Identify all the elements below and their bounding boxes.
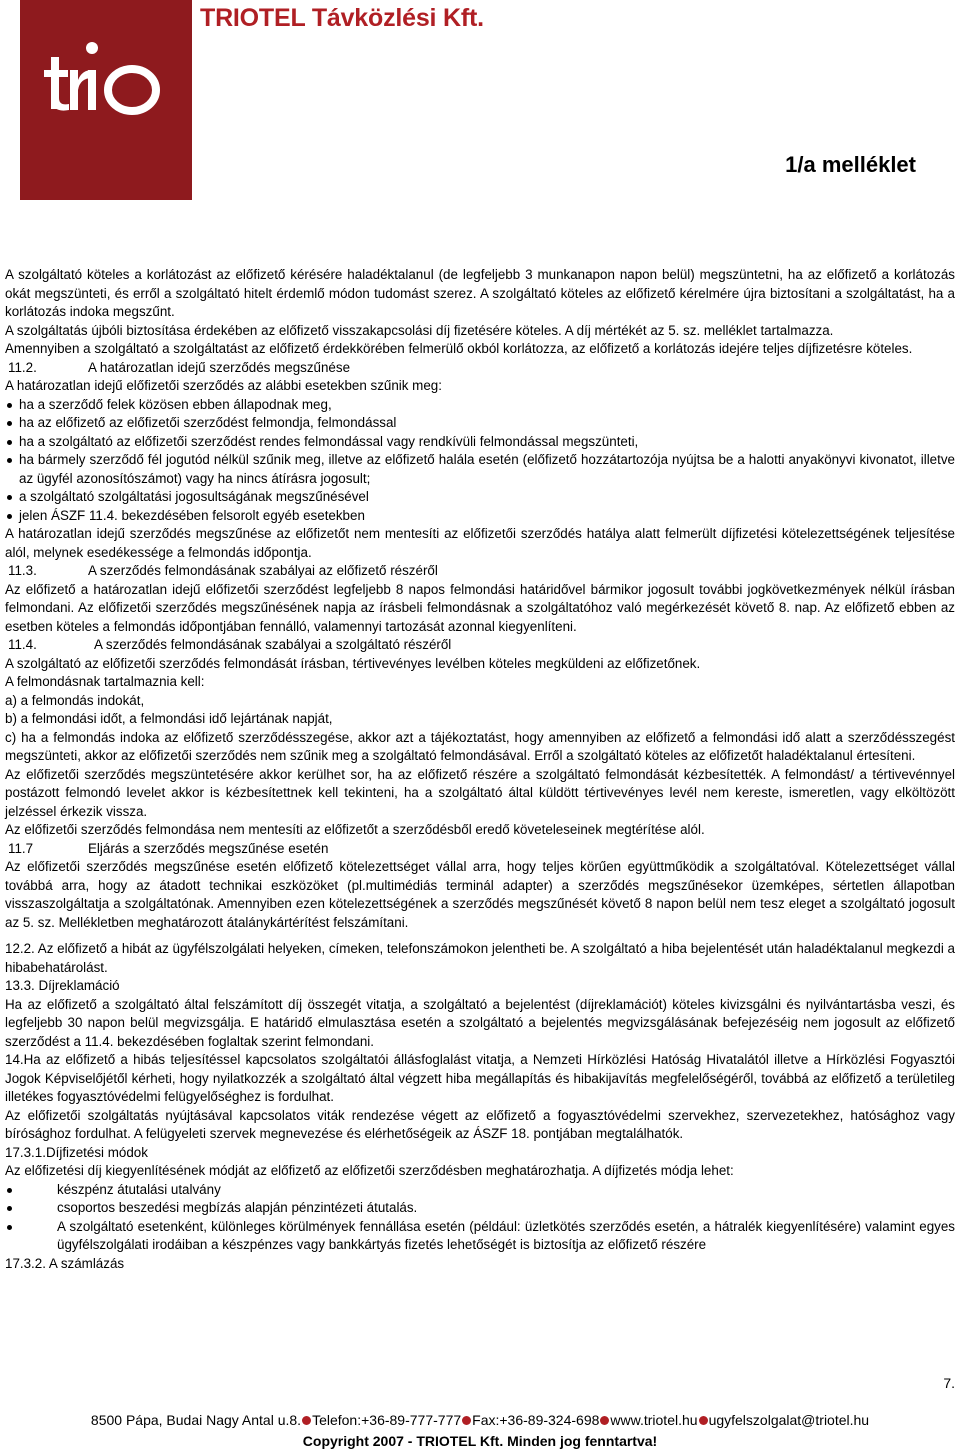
paragraph: c) ha a felmondás indoka az előfizető szerződésszegése, akkor azt a tájékoztatást, hogy amennyiben az előfizető a felmondási idő alatt a szerződésszegést megszünteti, akkor az előfizetői szerződés nem szűnik meg a szolgáltató felmondásával. Erről a szolgáltató köteles az előfizetőt haladéktalanul értesíteni. [5, 729, 955, 763]
paragraph: A szolgáltató az előfizetői szerződés felmondását írásban, tértivevényes levélben köteles megküldeni az előfizetőnek. [5, 655, 701, 671]
annex-title: 1/a melléklet [785, 152, 916, 177]
bullet-dot-icon [302, 1416, 311, 1425]
paragraph: 17.3.2. A számlázás [5, 1255, 125, 1271]
section-number: 11.4. [8, 637, 37, 652]
payment-methods-list [5, 1181, 955, 1255]
footer-fax: Fax:+36-89-324-698 [472, 1412, 600, 1428]
paragraph: Az előfizető a határozatlan idejű előfizetői szerződést legfeljebb 8 napos felmondási határidővel bármikor jogosult további jogkövetkezmények nélkül írásban felmondani. Az előfizetői szerződés megszűnésének napja az írásbeli felmondásnak a szolgáltatóhoz való megérkezését követő 8. nap. Az előfizető ebben az esetben köteles a felmondás időpontjában fennálló, valamennyi tartozását azonnal kiegyenlíteni. [5, 581, 955, 634]
list-item: ha a szolgáltató az előfizetői szerződést rendes felmondással vagy rendkívüli felmondással megszünteti, [5, 433, 955, 452]
section-heading-11-3 [5, 562, 955, 581]
list-item: ha az előfizető az előfizetői szerződést felmondja, felmondással [5, 414, 955, 433]
section-title: A szerződés felmondásának szabályai az előfizető részéről [88, 563, 438, 578]
paragraph: a) a felmondás indokát, [5, 692, 145, 708]
paragraph: 14.Ha az előfizető a hibás teljesítéssel kapcsolatos szolgáltatói állásfoglalást vitatja, a Nemzeti Hírközlési Hatóság Hivatalától illetve a Hírközlési Fogyasztói Jogok Képviselőjétől kérheti, hogy nyilatkozzék a szolgáltató által végzett hiba megállapítás és hibakijavítás megfelelőségéről, továbbá az előfizető a területileg illetékes fogyasztóvédelmi felügyelőséghez is fordulhat. [5, 1052, 955, 1104]
paragraph: Az előfizetői szolgáltatás nyújtásával kapcsolatos viták rendezése végett az előfizető a fogyasztóvédelmi szervekhez, szervezetekhez, hatósághoz vagy bírósághoz fordulhat. A felügyeleti szervek megnevezése és elérhetőségeik az ÁSZF 18. pontjában megtalálhatók. [5, 1107, 955, 1141]
paragraph: 17.3.1.Díjfizetési módok [5, 1144, 148, 1160]
paragraph: A felmondásnak tartalmaznia kell: [5, 674, 205, 689]
paragraph: 13.3. Díjreklamáció [5, 978, 120, 993]
list-item: ha a szerződő felek közösen ebben állapodnak meg, [5, 396, 955, 415]
section-number: 11.2. [8, 359, 37, 375]
section-number: 11.7 [8, 840, 34, 856]
paragraph: Amennyiben a szolgáltató a szolgáltatást az előfizető érdekkörében felmerülő okból korlátozza, az előfizető a korlátozás idejére teljes díjfizetésre köteles. [5, 341, 913, 356]
section-heading-11-2 [5, 359, 955, 378]
footer-address: 8500 Pápa, Budai Nagy Antal u.8. [90, 1412, 302, 1428]
list-item: csoportos beszedési megbízás alapján pénzintézeti átutalás. [5, 1199, 955, 1218]
section-title: Eljárás a szerződés megszűnése esetén [88, 840, 329, 856]
paragraph: Ha az előfizető a szolgáltató által felszámított díj összegét vitatja, a szolgáltató a bejelentést (díjreklamációt) köteles kivizsgálni és nyilvántartásba veszi, és legfeljebb 30 napon belül megvizsgálja. E határidő elmulasztása esetén a szolgáltató a bejelentés megvizsgálásának befejezéséig nem jogosult az előfizető szerződést a 11.4. bekezdésében foglaltak szerint felmondani. [5, 996, 955, 1049]
footer-email-link[interactable]: ugyfelszolgalat@triotel.hu [708, 1412, 870, 1428]
footer-contact [0, 1412, 960, 1428]
page-number: 7. [943, 1375, 955, 1391]
logo-graphic [20, 0, 192, 200]
bullet-dot-icon [699, 1416, 708, 1425]
list-item: jelen ÁSZF 11.4. bekezdésében felsorolt egyéb esetekben [5, 507, 955, 526]
paragraph: Az előfizetői szerződés megszűnése esetén előfizető kötelezettséget vállal arra, hogy teljes körűen együttműködik a szolgáltatóval. Kötelezettséget vállal továbbá arra, hogy az átadott technikai eszközöket (pl.multimédiás terminál adapter) a szerződés megszűnésekor üzemképes, sértetlen állapotban visszaszolgáltatja a szolgáltatónak. Amennyiben ezen kötelezettségének a szerződés megszűnését követő 8 napon belül nem tesz eleget a szolgáltató jogosult az 5. sz. Mellékletben meghatározott átalánykártérítést felszámítani. [5, 859, 955, 930]
paragraph: Az előfizetői szerződés felmondása nem mentesíti az előfizetőt a szerződésből eredő követeleseinek megtérítése alól. [5, 822, 705, 837]
section-title: A szerződés felmondásának szabályai a szolgáltató részéről [94, 637, 452, 652]
termination-cases-list [5, 396, 955, 526]
paragraph: A határozatlan idejű előfizetői szerződés az alábbi esetekben szűnik meg: [5, 378, 442, 393]
list-item: a szolgáltató szolgáltatási jogosultságának megszűnésével [5, 488, 955, 507]
section-heading-11-7 [5, 840, 955, 859]
paragraph: A határozatlan idejű szerződés megszűnése az előfizetőt nem mentesíti az előfizetői szerződés hatálya alatt felmerült díjfizetési kötelezettségének teljesítése alól, melynek esedékessége a felmondás időpontja. [5, 526, 955, 560]
paragraph: Az előfizetői szerződés megszüntetésére akkor kerülhet sor, ha az előfizető részére a szolgáltató felmondását kézbesítették. A felmondást/ a tértivevénnyel postázott felmondó levelet akkor is kézbesítettnek kell tekinteni, ha a szolgáltató által küldött tértivevényes levél nem kereste, ismeretlen, vagy elköltözött jelzéssel érkezik vissza. [5, 766, 955, 819]
bullet-dot-icon [600, 1416, 609, 1425]
paragraph: b) a felmondási időt, a felmondási idő lejártának napját, [5, 711, 333, 726]
bullet-dot-icon [462, 1416, 471, 1425]
footer-copyright: Copyright 2007 - TRIOTEL Kft. Minden jog fenntartva! [302, 1433, 658, 1449]
footer-website-link[interactable]: www.triotel.hu [610, 1412, 698, 1428]
company-name: TRIOTEL Távközlési Kft. [200, 4, 484, 32]
footer-phone: Telefon:+36-89-777-777 [312, 1412, 462, 1428]
section-heading-11-4 [5, 636, 955, 655]
trio-logo [20, 0, 192, 200]
paragraph: A szolgáltató köteles a korlátozást az előfizető kérésére haladéktalanul (de legfeljebb 3 munkanapon napon belül) megszüntetni, ha az előfizető a korlátozás okát megszünteti, és erről a szolgáltató hitelt érdemlő módon tudomást szerez. A szolgáltató köteles az előfizető kérelmére újra biztosítani a szolgáltatást, ha a korlátozás indoka megszűnt. [5, 267, 955, 319]
section-number: 11.3. [8, 563, 37, 578]
document-body [5, 266, 955, 1273]
paragraph: 12.2. Az előfizető a hibát az ügyfélszolgálati helyeken, címeken, telefonszámokon jelentheti be. A szolgáltató a hiba bejelentését után haladéktalanul megkezdi a hibabehatárolást. [5, 941, 955, 975]
list-item: készpénz átutalási utalvány [5, 1181, 955, 1200]
section-title: A határozatlan idejű szerződés megszűnése [88, 359, 351, 375]
list-item: ha bármely szerződő fél jogutód nélkül szűnik meg, illetve az előfizető halála esetén (előfizető hozzátartozója nyújtsa be a halotti anyakönyvi kivonatot, illetve az ügyfél azonosítószámot) vagy ha nincs átírásra jogosult; [5, 451, 955, 488]
paragraph: Az előfizetési díj kiegyenlítésének módját az előfizető az előfizetői szerződésben meghatározhatja. A díjfizetés módja lehet: [5, 1163, 734, 1178]
list-item: A szolgáltató esetenként, különleges körülmények fennállása esetén (például: üzletkötés szerződés esetén, a hátralék kiegyenlítésére) valamint egyes ügyfélszolgálati irodáiban a készpénzes vagy bankkártyás fizetés lehetőségét is biztosítja az előfizető részére [5, 1218, 955, 1255]
paragraph: A szolgáltatás újbóli biztosítása érdekében az előfizető visszakapcsolási díj fizetésére köteles. A díj mértékét az 5. sz. melléklet tartalmazza. [5, 322, 834, 338]
